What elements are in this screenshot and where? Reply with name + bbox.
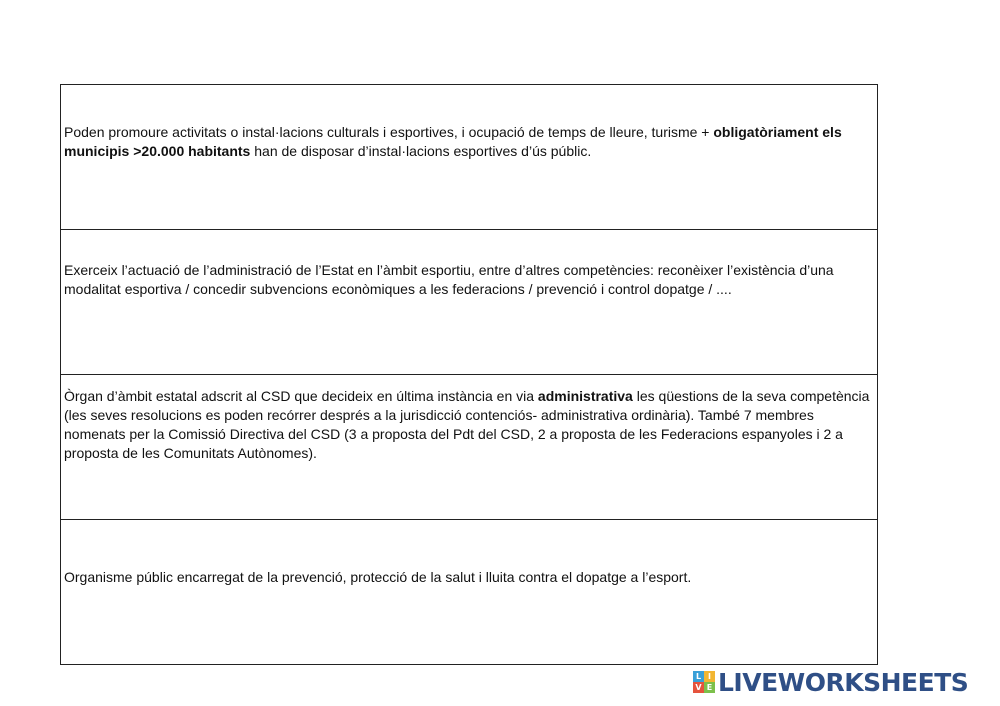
liveworksheets-logo-text: LIVEWORKSHEETS xyxy=(718,667,969,697)
liveworksheets-logo-icon xyxy=(693,671,715,693)
definitions-table xyxy=(60,84,878,665)
row-text xyxy=(64,85,875,161)
liveworksheets-logo xyxy=(693,668,968,696)
row-text-segment: Òrgan d’àmbit estatal adscrit al CSD que decideix en última instància en via xyxy=(64,388,538,404)
table-row xyxy=(61,85,877,230)
row-text-bold: obligatòriament els municipis >20.000 habitants xyxy=(64,124,842,159)
row-text-bold: administrativa xyxy=(537,388,633,404)
row-text xyxy=(64,375,875,463)
row-text-segment: Poden promoure activitats o instal·lacions culturals i esportives, i ocupació de temps de lleure, turisme + xyxy=(64,124,714,140)
table-row xyxy=(61,230,877,375)
row-text-segment: les qüestions de la seva competència (les seves resolucions es poden recórrer després a la jurisdicció contenciós- administrativa ordinària). També 7 membres nomenats per la Comissió Directiva del CSD (3 a proposta del Pdt del CSD, 2 a proposta de les Federacions espanyoles i 2 a proposta de les Comunitats Autònomes). xyxy=(64,388,870,461)
row-text xyxy=(64,520,875,587)
table-row xyxy=(61,375,877,520)
logo-mark-cell: E xyxy=(704,682,715,693)
table-row xyxy=(61,520,877,664)
logo-mark-cell: I xyxy=(704,671,715,682)
row-text-segment: han de disposar d’instal·lacions esportives d’ús públic. xyxy=(250,143,592,159)
row-text-segment: Exerceix l’actuació de l’administració de l’Estat en l’àmbit esportiu, entre d’altres competències: reconèixer l’existència d’una modalitat esportiva / concedir subvencions econòmiques a les federacions / prevenció i control dopatge / .... xyxy=(64,262,834,297)
row-text-segment: Organisme públic encarregat de la prevenció, protecció de la salut i lluita contra el dopatge a l’esport. xyxy=(64,569,692,585)
row-text xyxy=(64,230,875,299)
logo-mark-cell: L xyxy=(693,671,704,682)
logo-mark-cell: V xyxy=(693,682,704,693)
